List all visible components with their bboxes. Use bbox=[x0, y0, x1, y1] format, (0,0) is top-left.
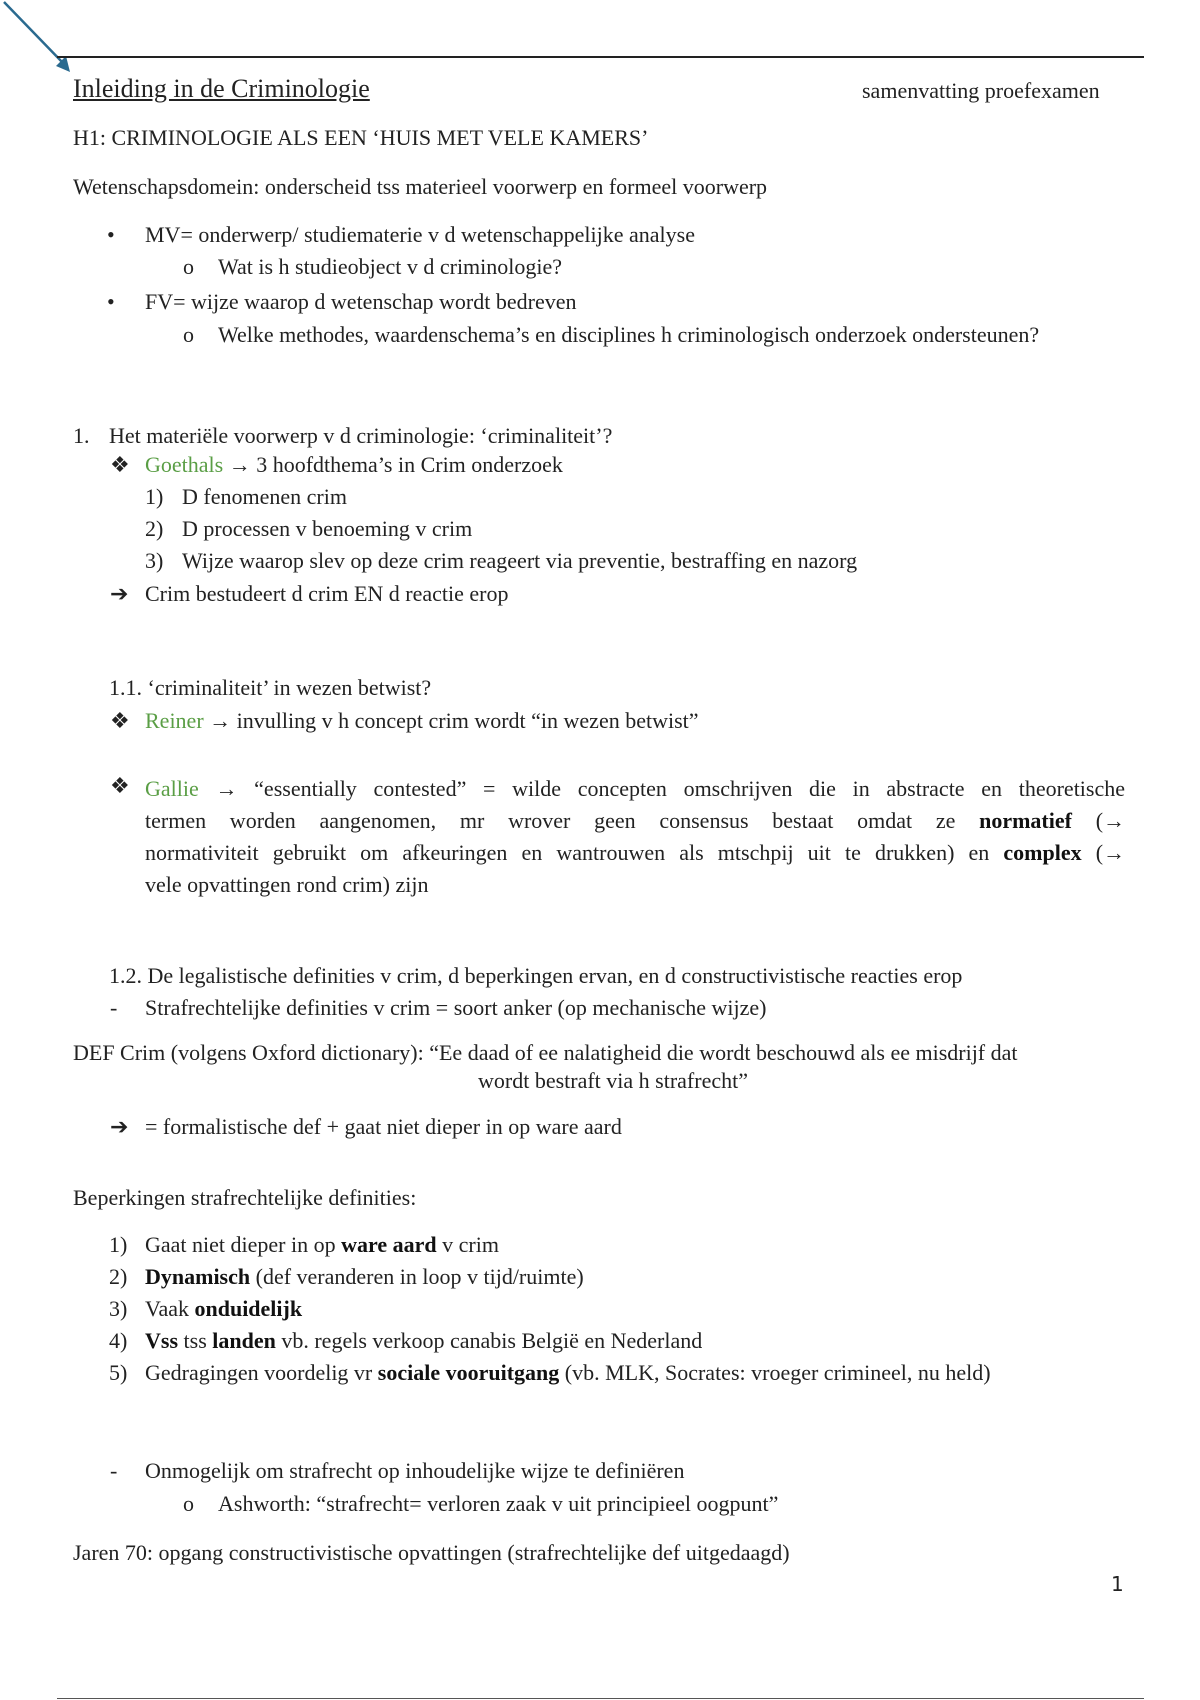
onmogelijk-text: Onmogelijk om strafrecht op inhoudelijke wijze te definiëren bbox=[145, 1458, 685, 1483]
diamond-bullet-icon: ❖ bbox=[110, 773, 130, 798]
reiner-text: invulling v h concept crim wordt “in wezen betwist” bbox=[236, 708, 699, 733]
list-item: Vss tss landen vb. regels verkoop canabis België en Nederland bbox=[145, 1328, 703, 1353]
list-num: 2) bbox=[109, 1264, 128, 1289]
definition-line-2: wordt bestraft via h strafrecht” bbox=[478, 1068, 748, 1093]
bold-arrow-icon: ➔ bbox=[110, 581, 129, 606]
document-title: Inleiding in de Criminologie bbox=[73, 74, 370, 103]
diamond-bullet-icon: ❖ bbox=[110, 708, 130, 733]
goethals-text: 3 hoofdthema’s in Crim onderzoek bbox=[256, 452, 563, 477]
list-item: Gaat niet dieper in op ware aard v crim bbox=[145, 1232, 499, 1257]
jaren70-text: Jaren 70: opgang constructivistische opvattingen (strafrechtelijke def uitgedaagd) bbox=[73, 1540, 790, 1565]
reiner-line bbox=[145, 708, 699, 734]
theme-text: Wijze waarop slev op deze crim reageert via preventie, bestraffing en nazorg bbox=[182, 548, 858, 573]
theme-num: 3) bbox=[145, 548, 164, 573]
gallie-text-1: “essentially contested” = wilde concepten omschrijven die in abstracte en theoretische bbox=[254, 776, 1126, 801]
crim-conclusion: Crim bestudeert d crim EN d reactie erop bbox=[145, 581, 509, 606]
gallie-paragraph bbox=[145, 773, 1125, 901]
section-title: Het materiële voorwerp v d criminologie: ‘criminaliteit’? bbox=[109, 423, 613, 448]
top-rule bbox=[57, 56, 1144, 58]
list-num: 3) bbox=[109, 1296, 128, 1321]
document-subtitle: samenvatting proefexamen bbox=[862, 78, 1100, 103]
author-name: Goethals bbox=[145, 452, 224, 477]
list-item: Gedragingen voordelig vr sociale vooruitgang (vb. MLK, Socrates: vroeger crimineel, nu held) bbox=[145, 1360, 991, 1385]
diamond-bullet-icon: ❖ bbox=[110, 452, 130, 477]
gallie-line-3 bbox=[145, 837, 1125, 869]
gallie-text-2: termen worden aangenomen, mr wrover geen consensus bestaat omdat ze bbox=[145, 808, 956, 833]
gallie-line-4: vele opvattingen rond crim) zijn bbox=[145, 872, 429, 897]
list-num: 1) bbox=[109, 1232, 128, 1257]
sub-bullet-icon: o bbox=[183, 322, 194, 347]
ashworth-text: Ashworth: “strafrecht= verloren zaak v uit principieel oogpunt” bbox=[218, 1491, 779, 1516]
gallie-text-3: normativiteit gebruikt om afkeuringen en wantrouwen als mtschpij uit te drukken) en bbox=[145, 840, 990, 865]
bold-term: normatief bbox=[979, 808, 1072, 833]
paren: ( bbox=[1095, 840, 1104, 865]
formal-text: = formalistische def + gaat niet dieper in op ware aard bbox=[145, 1114, 622, 1139]
arrow-icon: → bbox=[1103, 840, 1126, 865]
arrow-icon: → bbox=[1103, 808, 1126, 833]
paren: ( bbox=[1095, 808, 1104, 833]
definition-line-1: DEF Crim (volgens Oxford dictionary): “Ee daad of ee nalatigheid die wordt beschouwd als ee misdrijf dat bbox=[73, 1040, 1018, 1065]
goethals-line bbox=[145, 452, 563, 478]
theme-num: 2) bbox=[145, 516, 164, 541]
bottom-rule bbox=[57, 1698, 1144, 1699]
author-name: Reiner bbox=[145, 708, 204, 733]
page-number: 1 bbox=[1111, 1572, 1124, 1596]
chapter-heading: H1: CRIMINOLOGIE ALS EEN ‘HUIS MET VELE KAMERS’ bbox=[73, 125, 649, 150]
beperkingen-title: Beperkingen strafrechtelijke definities: bbox=[73, 1185, 417, 1210]
bold-term: complex bbox=[1003, 840, 1082, 865]
theme-num: 1) bbox=[145, 484, 164, 509]
list-item: Dynamisch (def veranderen in loop v tijd/ruimte) bbox=[145, 1264, 584, 1289]
sub-bullet-icon: o bbox=[183, 254, 194, 279]
fv-sub-text: Welke methodes, waardenschema’s en disciplines h criminologisch onderzoek ondersteunen? bbox=[218, 322, 1040, 347]
bullet-icon: • bbox=[107, 222, 115, 247]
anker-text: Strafrechtelijke definities v crim = soort anker (op mechanische wijze) bbox=[145, 995, 767, 1020]
theme-text: D fenomenen crim bbox=[182, 484, 347, 509]
domain-line: Wetenschapsdomein: onderscheid tss materieel voorwerp en formeel voorwerp bbox=[73, 174, 768, 199]
sub-bullet-icon: o bbox=[183, 1491, 194, 1516]
gallie-line-1 bbox=[145, 773, 1125, 805]
list-item: Vaak onduidelijk bbox=[145, 1296, 303, 1321]
dash-bullet-icon: - bbox=[110, 995, 118, 1020]
bold-arrow-icon: ➔ bbox=[110, 1114, 129, 1139]
subsection-title: 1.1. ‘criminaliteit’ in wezen betwist? bbox=[109, 675, 432, 700]
mv-text: MV= onderwerp/ studiematerie v d wetenschappelijke analyse bbox=[145, 222, 695, 247]
bullet-icon: • bbox=[107, 289, 115, 314]
list-num: 5) bbox=[109, 1360, 128, 1385]
arrow-icon: → bbox=[215, 776, 238, 801]
arrow-icon: → bbox=[228, 452, 251, 477]
fv-text: FV= wijze waarop d wetenschap wordt bedreven bbox=[145, 289, 577, 314]
dash-bullet-icon: - bbox=[110, 1458, 118, 1483]
gallie-line-2 bbox=[145, 805, 1125, 837]
section-number: 1. bbox=[73, 423, 90, 448]
corner-arrow-icon bbox=[0, 0, 80, 80]
arrow-icon: → bbox=[209, 708, 232, 733]
mv-sub-text: Wat is h studieobject v d criminologie? bbox=[218, 254, 563, 279]
subsection-title: 1.2. De legalistische definities v crim, d beperkingen ervan, en d constructivistische reacties erop bbox=[109, 963, 963, 988]
theme-text: D processen v benoeming v crim bbox=[182, 516, 473, 541]
author-name: Gallie bbox=[145, 776, 199, 801]
list-num: 4) bbox=[109, 1328, 128, 1353]
